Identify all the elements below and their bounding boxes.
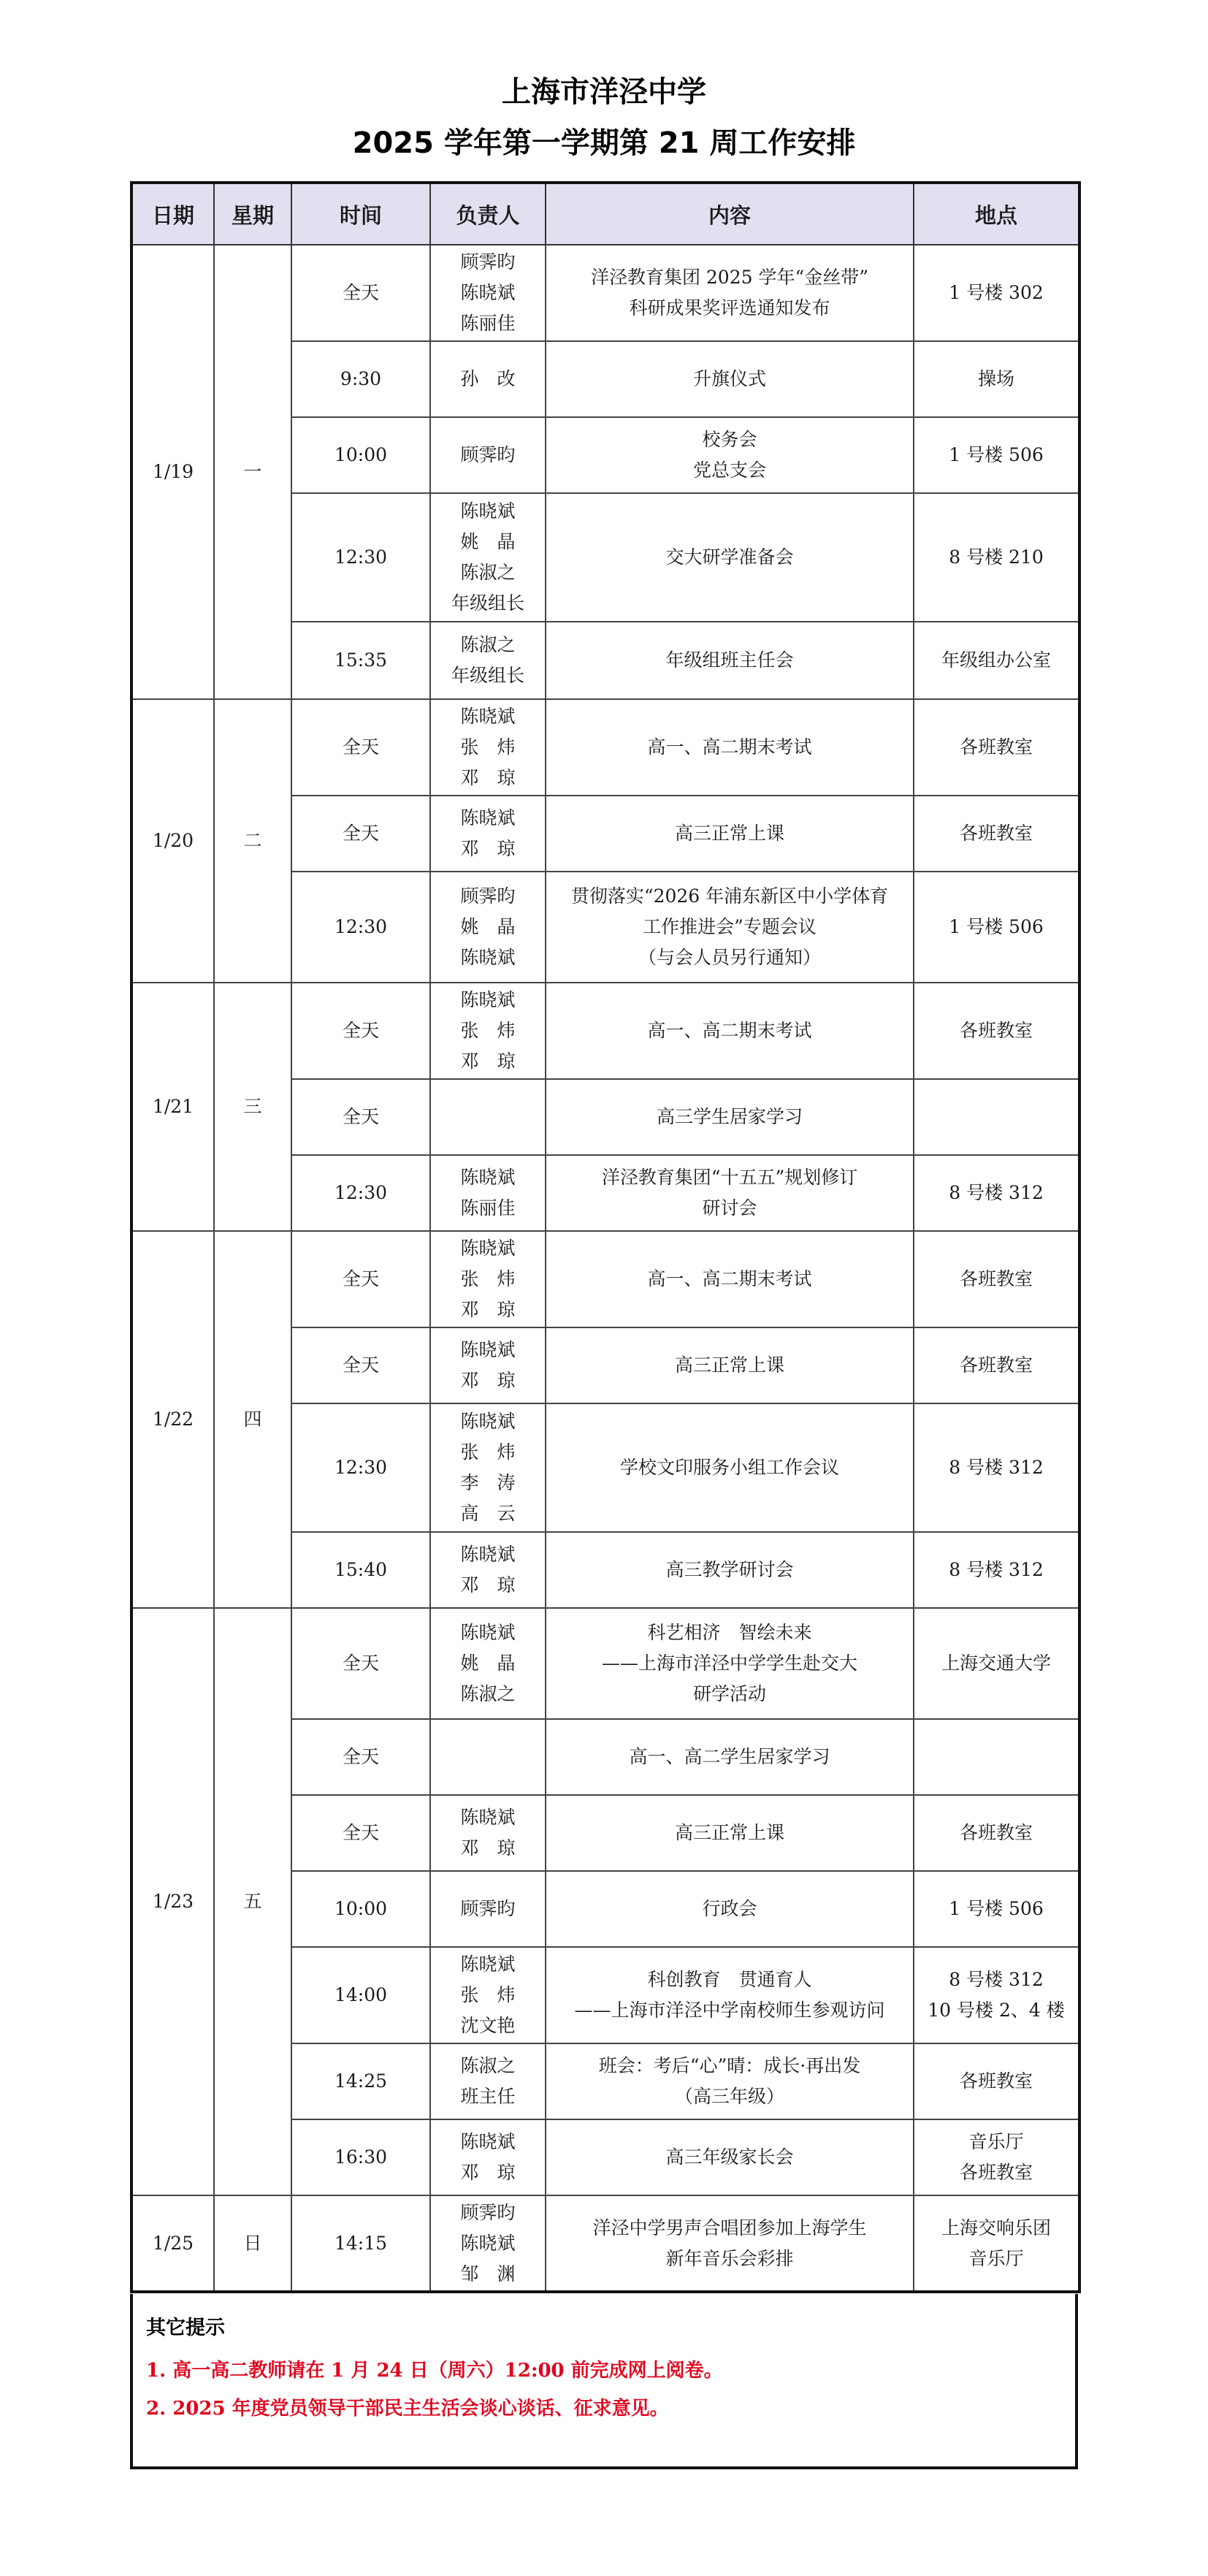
person-in-charge-cell: 陈晓斌 邓 琼 [430, 1532, 546, 1608]
location-cell: 各班教室 [914, 1795, 1079, 1871]
location-cell: 上海交响乐团 音乐厅 [914, 2195, 1079, 2292]
content-cell: 洋泾中学男声合唱团参加上海学生 新年音乐会彩排 [546, 2195, 914, 2292]
date-cell: 1/22 [131, 1231, 214, 1608]
time-cell: 12:30 [291, 1155, 430, 1231]
time-cell: 全天 [291, 245, 430, 341]
time-cell: 全天 [291, 699, 430, 796]
location-cell: 各班教室 [914, 2043, 1079, 2119]
date-cell: 1/21 [131, 983, 214, 1231]
person-in-charge-cell: 陈晓斌 张 炜 沈文艳 [430, 1947, 546, 2043]
person-in-charge-cell: 陈晓斌 张 炜 邓 琼 [430, 983, 546, 1079]
person-in-charge-cell: 陈晓斌 邓 琼 [430, 2119, 546, 2195]
location-cell [914, 1719, 1079, 1795]
table-row [131, 1608, 1079, 1719]
location-cell: 各班教室 [914, 699, 1079, 796]
person-in-charge-cell: 陈晓斌 邓 琼 [430, 796, 546, 872]
content-cell: 年级组班主任会 [546, 622, 914, 699]
content-cell: 科艺相济 智绘未来 ——上海市洋泾中学学生赴交大 研学活动 [546, 1608, 914, 1719]
date-cell: 1/25 [131, 2195, 214, 2292]
person-in-charge-cell: 陈晓斌 邓 琼 [430, 1327, 546, 1403]
location-cell: 各班教室 [914, 1231, 1079, 1327]
location-cell: 上海交通大学 [914, 1608, 1079, 1719]
note-item: 1. 高一高二教师请在 1 月 24 日（周六）12:00 前完成网上阅卷。 [146, 2360, 723, 2382]
time-cell: 全天 [291, 1719, 430, 1795]
location-cell: 1 号楼 506 [914, 1871, 1079, 1947]
table-row [131, 1231, 1079, 1327]
schedule-table [130, 181, 1081, 2293]
date-cell: 1/20 [131, 699, 214, 983]
header-time: 时间 [291, 183, 430, 245]
time-cell: 15:35 [291, 622, 430, 699]
weekday-cell: 二 [214, 699, 291, 983]
table-row [131, 983, 1079, 1079]
location-cell: 8 号楼 312 [914, 1532, 1079, 1608]
content-cell: 行政会 [546, 1871, 914, 1947]
table-header-row [131, 183, 1079, 245]
header-weekday: 星期 [214, 183, 291, 245]
table-row [131, 699, 1079, 796]
location-cell: 1 号楼 506 [914, 417, 1079, 493]
time-cell: 全天 [291, 1231, 430, 1327]
time-cell: 14:00 [291, 1947, 430, 2043]
time-cell: 12:30 [291, 1403, 430, 1532]
person-in-charge-cell: 顾霁昀 [430, 1871, 546, 1947]
header-person-in-charge: 负责人 [430, 183, 546, 245]
location-cell: 操场 [914, 341, 1079, 417]
person-in-charge-cell: 顾霁昀 姚 晶 陈晓斌 [430, 872, 546, 983]
date-cell: 1/19 [131, 245, 214, 699]
location-cell: 8 号楼 312 [914, 1403, 1079, 1532]
weekday-cell: 日 [214, 2195, 291, 2292]
weekday-cell: 一 [214, 245, 291, 699]
time-cell: 全天 [291, 1079, 430, 1155]
time-cell: 14:25 [291, 2043, 430, 2119]
schedule-body [131, 245, 1079, 2292]
content-cell: 科创教育 贯通育人 ——上海市洋泾中学南校师生参观访问 [546, 1947, 914, 2043]
location-cell: 各班教室 [914, 796, 1079, 872]
location-cell: 8 号楼 312 10 号楼 2、4 楼 [914, 1947, 1079, 2043]
location-cell: 8 号楼 312 [914, 1155, 1079, 1231]
location-cell: 音乐厅 各班教室 [914, 2119, 1079, 2195]
person-in-charge-cell: 陈晓斌 陈丽佳 [430, 1155, 546, 1231]
person-in-charge-cell: 顾霁昀 陈晓斌 陈丽佳 [430, 245, 546, 341]
content-cell: 学校文印服务小组工作会议 [546, 1403, 914, 1532]
time-cell: 12:30 [291, 872, 430, 983]
date-cell: 1/23 [131, 1608, 214, 2195]
content-cell: 洋泾教育集团“十五五”规划修订 研讨会 [546, 1155, 914, 1231]
content-cell: 高一、高二期末考试 [546, 1231, 914, 1327]
time-cell: 全天 [291, 1795, 430, 1871]
location-cell: 年级组办公室 [914, 622, 1079, 699]
content-cell: 高三学生居家学习 [546, 1079, 914, 1155]
time-cell: 15:40 [291, 1532, 430, 1608]
location-cell [914, 1079, 1079, 1155]
weekday-cell: 四 [214, 1231, 291, 1608]
content-cell: 高三正常上课 [546, 1795, 914, 1871]
school-title: 上海市洋泾中学 [502, 75, 706, 109]
time-cell: 16:30 [291, 2119, 430, 2195]
content-cell: 高三正常上课 [546, 796, 914, 872]
content-cell: 高一、高二学生居家学习 [546, 1719, 914, 1795]
notes-section [130, 2294, 1078, 2469]
content-cell: 班会：考后“心”晴：成长·再出发 （高三年级） [546, 2043, 914, 2119]
person-in-charge-cell [430, 1719, 546, 1795]
content-cell: 交大研学准备会 [546, 493, 914, 622]
header-content: 内容 [546, 183, 914, 245]
weekday-cell: 三 [214, 983, 291, 1231]
content-cell: 高一、高二期末考试 [546, 983, 914, 1079]
schedule-title: 2025 学年第一学期第 21 周工作安排 [352, 126, 856, 160]
person-in-charge-cell: 陈晓斌 邓 琼 [430, 1795, 546, 1871]
location-cell: 8 号楼 210 [914, 493, 1079, 622]
time-cell: 全天 [291, 983, 430, 1079]
header-location: 地点 [914, 183, 1079, 245]
table-row [131, 245, 1079, 341]
location-cell: 各班教室 [914, 1327, 1079, 1403]
content-cell: 高三年级家长会 [546, 2119, 914, 2195]
time-cell: 14:15 [291, 2195, 430, 2292]
person-in-charge-cell: 陈晓斌 张 炜 邓 琼 [430, 1231, 546, 1327]
note-item: 2. 2025 年度党员领导干部民主生活会谈心谈话、征求意见。 [146, 2398, 669, 2420]
content-cell: 升旗仪式 [546, 341, 914, 417]
header-date: 日期 [131, 183, 214, 245]
content-cell: 高三教学研讨会 [546, 1532, 914, 1608]
table-row [131, 2195, 1079, 2292]
person-in-charge-cell: 陈晓斌 姚 晶 陈淑之 [430, 1608, 546, 1719]
person-in-charge-cell: 陈晓斌 张 炜 邓 琼 [430, 699, 546, 796]
person-in-charge-cell: 顾霁昀 陈晓斌 邹 渊 [430, 2195, 546, 2292]
time-cell: 全天 [291, 1608, 430, 1719]
content-cell: 校务会 党总支会 [546, 417, 914, 493]
time-cell: 全天 [291, 1327, 430, 1403]
time-cell: 12:30 [291, 493, 430, 622]
content-cell: 高三正常上课 [546, 1327, 914, 1403]
person-in-charge-cell: 孙 改 [430, 341, 546, 417]
person-in-charge-cell: 陈淑之 班主任 [430, 2043, 546, 2119]
time-cell: 全天 [291, 796, 430, 872]
time-cell: 10:00 [291, 417, 430, 493]
person-in-charge-cell: 陈晓斌 张 炜 李 涛 高 云 [430, 1403, 546, 1532]
content-cell: 贯彻落实“2026 年浦东新区中小学体育 工作推进会”专题会议 （与会人员另行通知） [546, 872, 914, 983]
location-cell: 1 号楼 302 [914, 245, 1079, 341]
person-in-charge-cell: 陈晓斌 姚 晶 陈淑之 年级组长 [430, 493, 546, 622]
person-in-charge-cell: 陈淑之 年级组长 [430, 622, 546, 699]
notes-heading: 其它提示 [146, 2317, 225, 2339]
person-in-charge-cell: 顾霁昀 [430, 417, 546, 493]
content-cell: 高一、高二期末考试 [546, 699, 914, 796]
person-in-charge-cell [430, 1079, 546, 1155]
location-cell: 各班教室 [914, 983, 1079, 1079]
weekday-cell: 五 [214, 1608, 291, 2195]
time-cell: 9:30 [291, 341, 430, 417]
time-cell: 10:00 [291, 1871, 430, 1947]
location-cell: 1 号楼 506 [914, 872, 1079, 983]
content-cell: 洋泾教育集团 2025 学年“金丝带” 科研成果奖评选通知发布 [546, 245, 914, 341]
